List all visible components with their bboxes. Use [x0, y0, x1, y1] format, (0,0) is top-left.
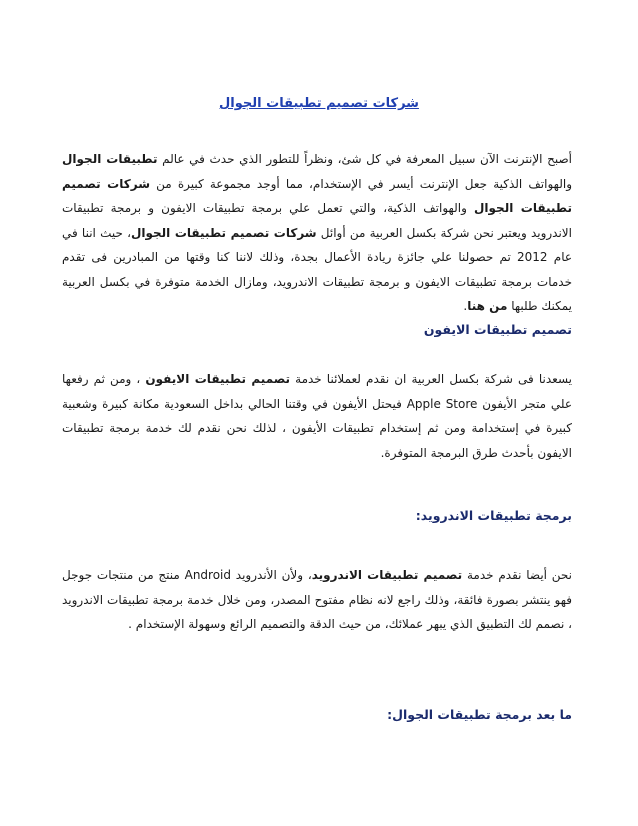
intro-bold-2: شركات تصميم تطبيقات الجوال [62, 176, 572, 215]
order-here-link[interactable]: من هنا [467, 299, 508, 313]
intro-bold-1: تطبيقات الجوال [62, 152, 158, 166]
heading-after-programming: ما بعد برمجة تطبيقات الجوال: [387, 707, 572, 722]
intro-paragraph [62, 147, 572, 319]
iphone-text-2: ، ومن ثم رفعها علي متجر الأيفون Apple Store فيحتل الأيفون في وقتنا الحالي بداخل السعودية مكانة كبيرة وشعبية كبيرة في إستخدامة ومن ثم إستخدام تطبيقات الأيفون ، لذلك نحن نقدم لك خدمة برمجة تطبيقات الايفون بأحدث طرق البرمجة المتوفرة. [62, 372, 573, 460]
android-text-1: نحن أيضا نقدم خدمة [462, 568, 573, 582]
iphone-text-1: يسعدنا فى شركة بكسل العربية ان نقدم لعملائنا خدمة [290, 372, 572, 386]
intro-text-5: . [463, 299, 468, 313]
intro-text-1: أصبح الإنترنت الآن سبيل المعرفة في كل شئ، ونظراً للتطور الذي حدث في عالم [157, 152, 572, 166]
page-title-link[interactable]: شركات تصميم تطبيقات الجوال [219, 96, 419, 111]
android-text-2: ، ولأن الأندرويد Android منتج من منتجات جوجل فهو ينتشر بصورة فائقة، وذلك راجع لانه نظام مفتوح المصدر، ومن خلال خدمة برمجة تطبيقات الاندرويد ، نصمم لك التطبيق الذي يبهر عملائك، من حيث الدقة والتصميم الرائع وسهولة الإستخدام . [62, 568, 572, 631]
intro-bold-3: شركات تصميم تطبيقات الجوال [130, 225, 317, 240]
intro-text-4: ، حيث اننا في عام 2012 تم حصولنا علي جائزة ريادة الأعمال بجدة، وذلك لاننا كنا وقتها من المبادرين فى تقدم خدمات برمجة تطبيقات الايفون و برمجة تطبيقات الاندرويد، ومازال الخدمة متوفرة في بكسل العربية يمكنك طلبها [62, 225, 573, 313]
intro-text-3: والهواتف الذكية، والتي تعمل علي برمجة تطبيقات الايفون و برمجة تطبيقات الاندرويد ويعتبر نحن شركة بكسل العربية من أوائل [62, 201, 572, 240]
intro-text-2: والهواتف الذكية جعل الإنترنت أيسر في الإستخدام، مما أوجد مجموعة كبيرة من [150, 176, 572, 191]
heading-iphone-design: تصميم تطبيقات الايفون [423, 322, 572, 337]
android-bold-1: تصميم تطبيقات الاندرويد [311, 568, 463, 582]
iphone-bold-1: تصميم تطبيقات الايفون [145, 372, 291, 386]
iphone-paragraph [62, 367, 572, 465]
page-title [0, 92, 638, 111]
heading-android-programming: برمجة تطبيقات الاندرويد: [415, 508, 572, 523]
android-paragraph [62, 563, 572, 637]
